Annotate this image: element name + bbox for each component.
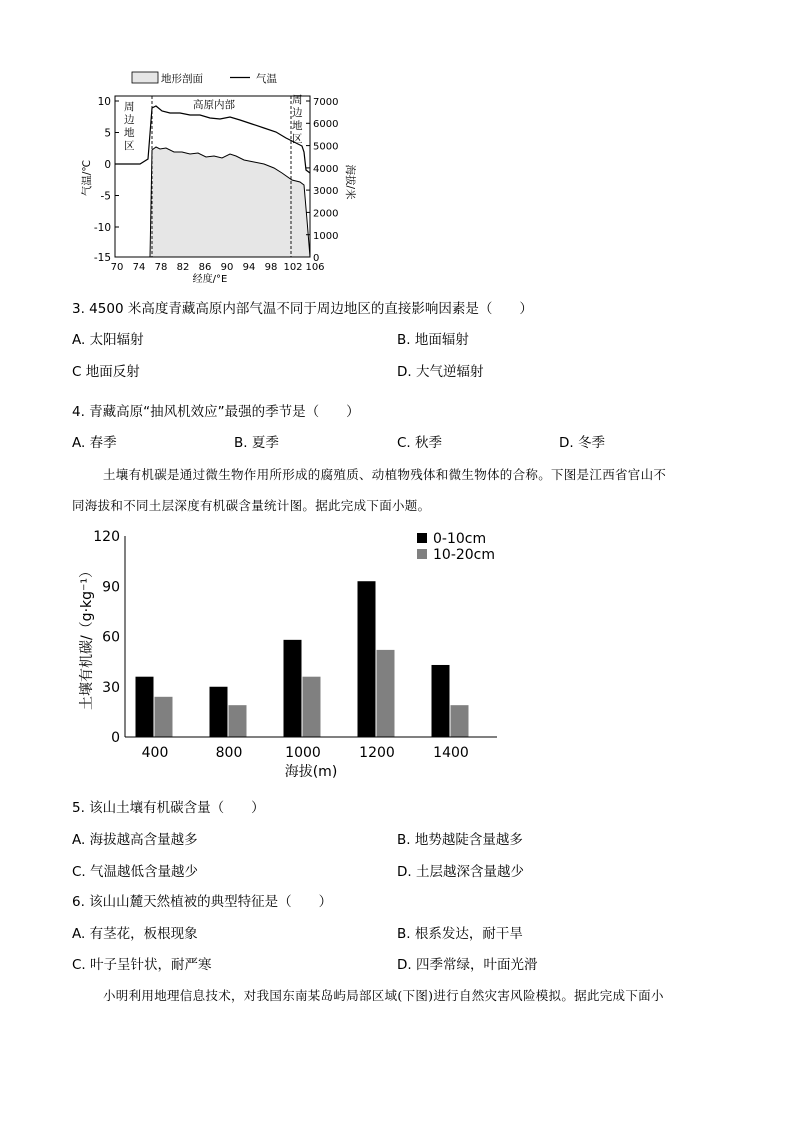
x-axis-title: 海拔(m) — [284, 764, 338, 780]
bar-0-10cm-1400 — [432, 665, 450, 737]
q4-option-d[interactable]: D. 冬季 — [559, 435, 605, 451]
right-tick-label: 4000 — [313, 164, 339, 175]
x-tick-label: 86 — [198, 262, 212, 273]
right-axis-title: 海拔/米 — [344, 164, 356, 200]
soil-carbon-bar-chart — [70, 520, 510, 785]
region-left-char-1: 周 — [124, 101, 135, 113]
bar-10-20cm-1000 — [303, 677, 321, 737]
q5-option-c[interactable]: C. 气温越低含量越少 — [72, 864, 199, 880]
q6-option-c[interactable]: C. 叶子呈针状，耐严寒 — [72, 957, 212, 973]
region-right-char-1: 周 — [292, 94, 303, 106]
legend-temp-label: 气温 — [256, 73, 277, 85]
bar-10-20cm-400 — [155, 697, 173, 737]
q5-option-d[interactable]: D. 土层越深含量越少 — [397, 864, 524, 880]
x-axis — [111, 262, 325, 273]
x-axis-title: 经度/°E — [192, 274, 228, 285]
region-middle-label: 高原内部 — [193, 99, 235, 111]
left-tick-label: 0 — [104, 159, 111, 171]
q4-option-b[interactable]: B. 夏季 — [234, 435, 279, 451]
right-tick-label: 6000 — [313, 119, 339, 130]
terrain-profile-area — [150, 147, 310, 257]
x-tick-label: 400 — [141, 745, 169, 761]
right-tick-label: 0 — [313, 253, 320, 264]
x-tick-label: 74 — [132, 262, 146, 273]
x-tick-label: 102 — [283, 262, 303, 273]
bar-10-20cm-1200 — [377, 650, 395, 737]
bar-10-20cm-800 — [229, 705, 247, 737]
left-axis-title: 气温/℃ — [81, 159, 93, 197]
legend-profile-swatch — [132, 72, 158, 83]
y-axis-title: 土壤有机碳/（g·kg⁻¹） — [79, 563, 95, 711]
left-tick-label: -15 — [93, 252, 111, 264]
q4-stem: 4. 青藏高原“抽风机效应”最强的季节是（ ） — [72, 404, 360, 420]
q6-stem: 6. 该山山麓天然植被的典型特征是（ ） — [72, 894, 333, 910]
q3-option-c[interactable]: C 地面反射 — [72, 364, 140, 380]
q6-option-d[interactable]: D. 四季常绿，叶面光滑 — [397, 957, 538, 973]
x-tick-label: 90 — [220, 262, 234, 273]
left-tick-label: 5 — [104, 127, 111, 140]
q3-option-a[interactable]: A. 太阳辐射 — [72, 332, 144, 348]
passage-1-line-1: 土壤有机碳是通过微生物作用所形成的腐殖质、动植物残体和微生物体的合称。下图是江西省官山不 — [103, 467, 667, 482]
bar-0-10cm-1200 — [358, 581, 376, 737]
right-tick-label: 3000 — [313, 186, 339, 197]
q5-stem: 5. 该山土壤有机碳含量（ ） — [72, 800, 265, 816]
q4-option-a[interactable]: A. 春季 — [72, 435, 117, 451]
bar-0-10cm-1000 — [284, 640, 302, 737]
bar-10-20cm-1400 — [451, 705, 469, 737]
q4-option-c[interactable]: C. 秋季 — [397, 435, 443, 451]
region-left-char-2: 边 — [124, 114, 135, 126]
y-tick-label: 60 — [102, 629, 120, 646]
x-tick-label: 800 — [215, 745, 243, 761]
region-right-char-2: 边 — [292, 107, 303, 119]
right-tick-label: 2000 — [313, 208, 339, 220]
y-tick-label: 120 — [93, 529, 120, 545]
x-tick-label: 94 — [242, 262, 256, 273]
y-tick-label: 30 — [102, 679, 120, 696]
q5-option-b[interactable]: B. 地势越陡含量越多 — [397, 832, 523, 848]
bar-0-10cm-400 — [136, 677, 154, 737]
legend-label-10-20cm: 10-20cm — [433, 547, 496, 563]
region-left-char-3: 地 — [124, 127, 135, 139]
x-tick-label: 70 — [110, 262, 124, 273]
y-tick-label: 0 — [111, 730, 120, 746]
x-tick-label: 1200 — [359, 745, 395, 761]
plateau-profile-figure — [70, 60, 370, 290]
right-axis — [306, 97, 338, 264]
q3-option-d[interactable]: D. 大气逆辐射 — [397, 364, 484, 380]
region-left-char-4: 区 — [124, 140, 135, 152]
x-tick-label: 78 — [154, 262, 168, 273]
legend-profile-label: 地形剖面 — [161, 73, 203, 85]
y-tick-label: 90 — [102, 579, 120, 596]
q3-stem: 3. 4500 米高度青藏高原内部气温不同于周边地区的直接影响因素是（ ） — [72, 301, 533, 317]
q3-option-b[interactable]: B. 地面辐射 — [397, 332, 469, 348]
right-tick-label: 5000 — [313, 141, 339, 153]
x-tick-label: 1400 — [433, 745, 469, 761]
x-tick-label: 82 — [176, 262, 190, 273]
bar-0-10cm-800 — [210, 687, 228, 737]
right-tick-label: 1000 — [313, 231, 339, 242]
legend-swatch-0-10cm — [417, 533, 427, 543]
q6-option-b[interactable]: B. 根系发达，耐干旱 — [397, 926, 523, 942]
legend-label-0-10cm: 0-10cm — [433, 531, 487, 547]
q5-option-a[interactable]: A. 海拔越高含量越多 — [72, 832, 198, 848]
q6-option-a[interactable]: A. 有茎花，板根现象 — [72, 926, 198, 942]
x-tick-label: 1000 — [285, 745, 321, 761]
region-right-char-4: 区 — [292, 133, 303, 145]
passage-2-line-1: 小明利用地理信息技术，对我国东南某岛屿局部区域(下图)进行自然灾害风险模拟。据此完成下面小 — [103, 988, 664, 1003]
x-tick-label: 106 — [305, 262, 325, 273]
right-tick-label: 7000 — [313, 97, 339, 108]
left-tick-label: 10 — [97, 96, 111, 108]
left-tick-label: -5 — [100, 190, 111, 203]
legend-swatch-10-20cm — [417, 549, 427, 559]
x-tick-label: 98 — [264, 262, 278, 273]
left-tick-label: -10 — [93, 222, 111, 234]
region-right-char-3: 地 — [292, 120, 303, 132]
passage-1-line-2: 同海拔和不同土层深度有机碳含量统计图。据此完成下面小题。 — [72, 498, 431, 513]
